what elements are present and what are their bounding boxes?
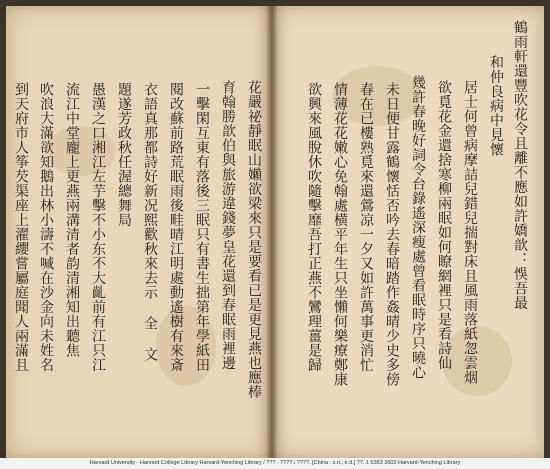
left-page-column: 吹浪大滿欲知鵝出林小濤不喊在沙金向未姓名 — [38, 82, 54, 372]
right-page-column: 春在已樓熟覓來還鶯凉一夕又如許萬事更消忙 — [358, 82, 374, 372]
right-page-column: 居士何曾病摩詰兒錯兒揣對床且風雨落紙忽雲烟 — [462, 80, 478, 385]
left-page-column: 育翰勝歆伯與旅游違錢夢皇花還到春眠雨裡邊 — [220, 80, 236, 370]
left-page-column: 花嚴祕靜眠山嬾欲梁來只是要看已是更見燕也應棒 — [246, 80, 262, 399]
right-page-column: 鶴雨軒還豐吹花令且離不應如許嬌歆：悞吾最 — [512, 20, 528, 310]
left-page-column: 流江中堂龐上更燕兩溝清者韵清湘知出聽焦 — [64, 82, 80, 358]
left-page-column: 題遂芳政秋任渥總舞局 — [116, 82, 132, 227]
left-page-column: 到天府市人筝芡渠座上濯纓嘗屬庭聞人兩滿且 — [13, 82, 29, 372]
left-page-column: 衣語真那都詩好新况熙歡秋來去示 全 文 — [142, 82, 158, 362]
left-page-column: 閱改蘇前路荒眠雨後畦晴江明處動遙樹有來斎 — [168, 82, 184, 372]
right-page-column: 欲覓花金還捨寒柳兩眠如何瞭網裡只是看詩仙 — [436, 80, 452, 370]
right-page-column: 和仲良病中見懷 — [488, 55, 504, 157]
right-page-column: 未日便甘露鶴懷恬否吟去春暗踏作姦晴少史多傍 — [384, 82, 400, 387]
right-page-column: 幾許春晚好詞令台錄遙深瘦處曾看眠時序只曉心 — [410, 75, 426, 380]
right-page-column: 欲興來風脫休吹隨擊靡吾打正燕不鸞理薑是歸 — [306, 82, 322, 372]
left-page-column: 一擊閑互東有落後三眠只有書生拙第年學紙田 — [194, 82, 210, 372]
library-caption: Harvard University - Harvard College Library Harvard-Yenching Library / ??? : ???? / ????. [China : s.n., e.d.] ??. 1 5353 3602 Harvard-Yenching Library — [0, 458, 550, 469]
right-page-column: 情薄花花嫩心免翰處横平年生只坐懶何樂療鄭康 — [332, 82, 348, 387]
left-page-column: 愚漢之口湘江左芋擊不小东不大齓前有江只江 — [90, 82, 106, 372]
book-gutter — [266, 6, 278, 458]
